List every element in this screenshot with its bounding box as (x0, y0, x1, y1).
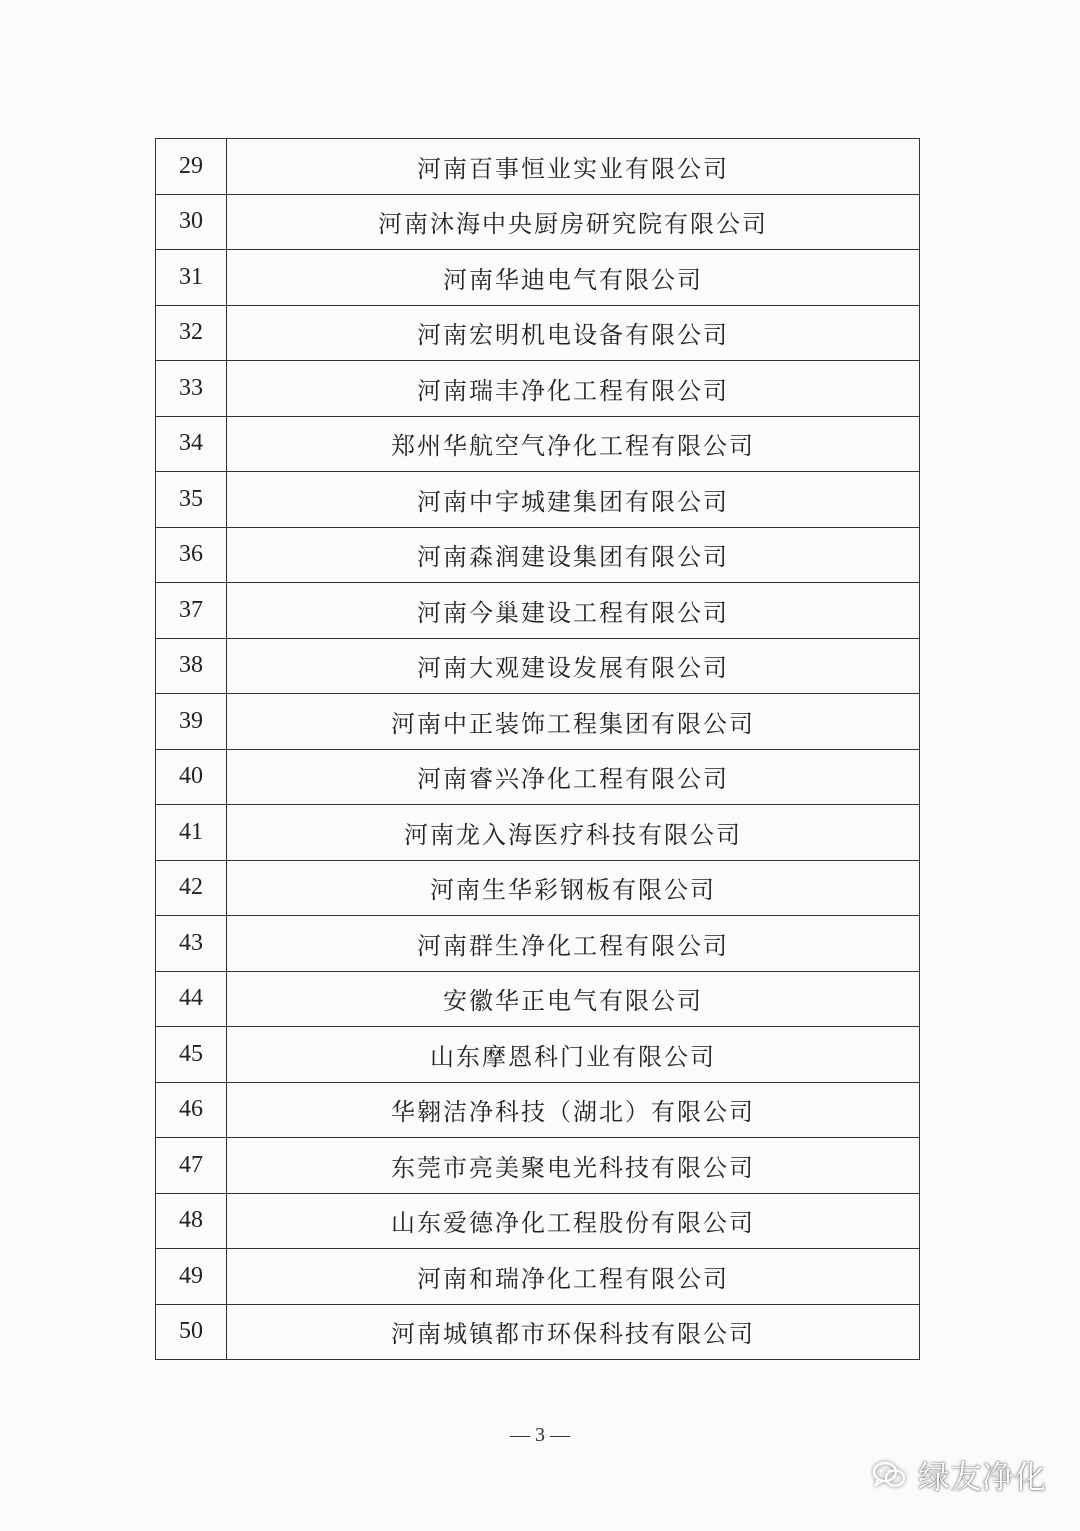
company-name: 河南瑞丰净化工程有限公司 (227, 361, 920, 417)
row-number: 45 (156, 1027, 227, 1083)
company-name: 安徽华正电气有限公司 (227, 971, 920, 1027)
table-row (156, 527, 920, 583)
company-name: 河南宏明机电设备有限公司 (227, 305, 920, 361)
row-number: 48 (156, 1193, 227, 1249)
company-name: 河南华迪电气有限公司 (227, 250, 920, 306)
company-name: 河南群生净化工程有限公司 (227, 916, 920, 972)
table-row (156, 916, 920, 972)
company-name: 河南城镇都市环保科技有限公司 (227, 1304, 920, 1360)
company-name: 山东摩恩科门业有限公司 (227, 1027, 920, 1083)
company-name: 河南龙入海医疗科技有限公司 (227, 805, 920, 861)
row-number: 33 (156, 361, 227, 417)
company-name: 郑州华航空气净化工程有限公司 (227, 416, 920, 472)
table-row (156, 305, 920, 361)
table-row (156, 361, 920, 417)
company-list-table (155, 138, 920, 1360)
company-name: 河南沐海中央厨房研究院有限公司 (227, 194, 920, 250)
table-row (156, 194, 920, 250)
row-number: 46 (156, 1082, 227, 1138)
row-number: 42 (156, 860, 227, 916)
wechat-watermark (872, 1452, 1046, 1498)
row-number: 50 (156, 1304, 227, 1360)
table-row (156, 1082, 920, 1138)
row-number: 31 (156, 250, 227, 306)
company-name: 河南中宇城建集团有限公司 (227, 472, 920, 528)
row-number: 37 (156, 583, 227, 639)
table-row (156, 1193, 920, 1249)
table-row (156, 1304, 920, 1360)
table-row (156, 250, 920, 306)
table-row (156, 416, 920, 472)
row-number: 49 (156, 1249, 227, 1305)
table-row (156, 583, 920, 639)
row-number: 43 (156, 916, 227, 972)
company-name: 河南中正装饰工程集团有限公司 (227, 694, 920, 750)
company-name: 河南大观建设发展有限公司 (227, 638, 920, 694)
row-number: 44 (156, 971, 227, 1027)
company-list-body (156, 139, 920, 1360)
company-name: 河南森润建设集团有限公司 (227, 527, 920, 583)
row-number: 40 (156, 749, 227, 805)
row-number: 34 (156, 416, 227, 472)
table-row (156, 1249, 920, 1305)
company-name: 河南睿兴净化工程有限公司 (227, 749, 920, 805)
table-row (156, 139, 920, 195)
table-row (156, 638, 920, 694)
company-name: 河南百事恒业实业有限公司 (227, 139, 920, 195)
row-number: 32 (156, 305, 227, 361)
row-number: 47 (156, 1138, 227, 1194)
company-name: 东莞市亮美聚电光科技有限公司 (227, 1138, 920, 1194)
company-name: 河南生华彩钢板有限公司 (227, 860, 920, 916)
table-row (156, 860, 920, 916)
table-row (156, 472, 920, 528)
row-number: 36 (156, 527, 227, 583)
table-row (156, 694, 920, 750)
table-row (156, 1027, 920, 1083)
company-name: 河南今巢建设工程有限公司 (227, 583, 920, 639)
table-row (156, 805, 920, 861)
row-number: 29 (156, 139, 227, 195)
table-row (156, 1138, 920, 1194)
table-row (156, 749, 920, 805)
wechat-icon (872, 1460, 906, 1490)
company-name: 山东爱德净化工程股份有限公司 (227, 1193, 920, 1249)
table-row (156, 971, 920, 1027)
row-number: 38 (156, 638, 227, 694)
row-number: 30 (156, 194, 227, 250)
watermark-text: 绿友净化 (917, 1458, 1046, 1496)
company-name: 华翱洁净科技（湖北）有限公司 (227, 1082, 920, 1138)
row-number: 39 (156, 694, 227, 750)
company-name: 河南和瑞净化工程有限公司 (227, 1249, 920, 1305)
row-number: 41 (156, 805, 227, 861)
row-number: 35 (156, 472, 227, 528)
page-number: — 3 — (510, 1424, 570, 1446)
